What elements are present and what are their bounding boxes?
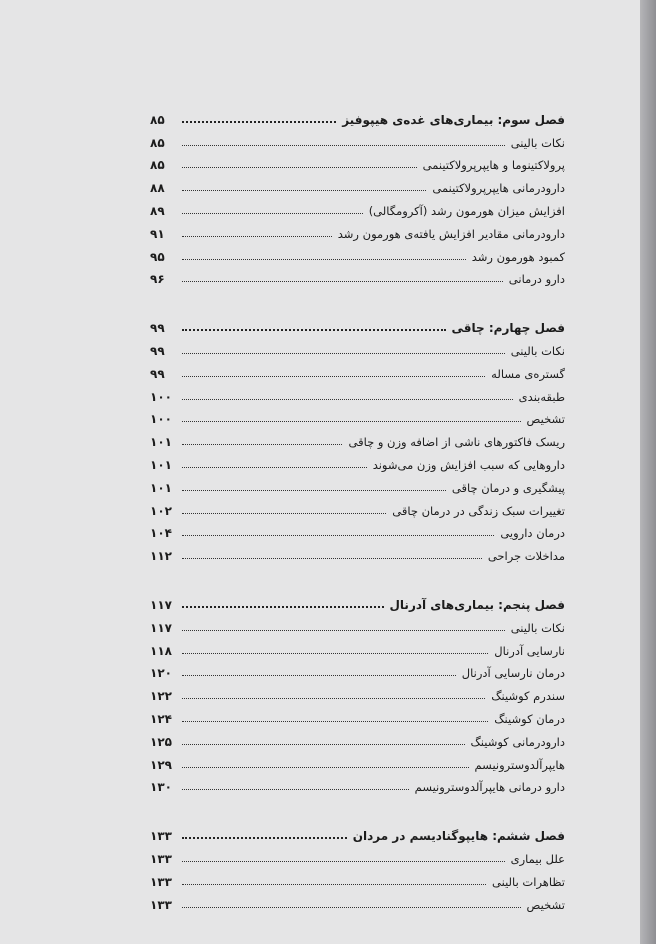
dot-leader	[182, 907, 521, 908]
toc-entry-row	[150, 172, 565, 195]
page-number: ۱۰۰	[150, 389, 172, 404]
toc-entry-row	[150, 866, 565, 889]
toc-entry-row	[150, 358, 565, 381]
toc-entry-row	[150, 889, 565, 912]
page-number: ۸۸	[150, 181, 165, 196]
entry-title: دارو درمانی هایپرآلدوسترونیسم	[414, 780, 565, 795]
toc-entry-row	[150, 703, 565, 726]
entry-title: دارودرمانی هایپرپرولاکتینمی	[432, 181, 565, 196]
dot-leader	[182, 861, 505, 862]
page-number: ۸۹	[150, 203, 165, 218]
dot-leader	[182, 606, 384, 608]
dot-leader	[182, 121, 336, 123]
toc-entry-row	[150, 264, 565, 287]
entry-title: نارسایی آدرنال	[494, 643, 565, 658]
entry-title: کمبود هورمون رشد	[471, 249, 565, 264]
dot-leader	[182, 190, 426, 191]
toc-entry-row	[150, 150, 565, 173]
page-number: ۸۵	[150, 135, 165, 150]
page-number: ۱۱۲	[150, 549, 172, 564]
page-number: ۱۰۱	[150, 457, 172, 472]
dot-leader	[182, 767, 469, 768]
page-number: ۸۵	[150, 158, 165, 173]
entry-title: نکات بالینی	[510, 343, 565, 358]
page-number: ۹۹	[150, 343, 165, 358]
dot-leader	[182, 145, 505, 146]
entry-title: گستره‌ی مساله	[491, 366, 565, 381]
chapter-heading-row	[150, 104, 565, 127]
entry-title: تشخیص	[526, 412, 565, 427]
page-number: ۱۲۰	[150, 666, 172, 681]
chapter-title: فصل چهارم: چاقی	[451, 321, 565, 336]
dot-leader	[182, 535, 494, 536]
entry-title: دارودرمانی کوشینگ	[470, 734, 565, 749]
toc-entry-row	[150, 749, 565, 772]
entry-title: تظاهرات بالینی	[492, 874, 565, 889]
dot-leader	[182, 213, 363, 214]
dot-leader	[182, 399, 513, 400]
dot-leader	[182, 236, 332, 237]
toc-entry-row	[150, 404, 565, 427]
toc-chapter-section	[150, 589, 565, 794]
dot-leader	[182, 653, 488, 654]
dot-leader	[182, 675, 456, 676]
entry-title: دارو درمانی	[508, 272, 565, 287]
toc-entry-row	[150, 518, 565, 541]
dot-leader	[182, 744, 465, 745]
page-number: ۱۱۷	[150, 620, 172, 635]
dot-leader	[182, 421, 521, 422]
toc-entry-row	[150, 127, 565, 150]
dot-leader	[182, 698, 485, 699]
toc-entry-row	[150, 495, 565, 518]
dot-leader	[182, 467, 367, 468]
page-number: ۱۲۴	[150, 711, 172, 726]
dot-leader	[182, 884, 486, 885]
entry-title: درمان نارسایی آدرنال	[461, 666, 565, 681]
entry-title: افزایش میزان هورمون رشد (آکرومگالی)	[368, 203, 565, 218]
toc-entry-row	[150, 658, 565, 681]
page-number: ۱۱۷	[150, 597, 172, 612]
toc-chapter-section	[150, 104, 565, 286]
page-number: ۱۰۱	[150, 435, 172, 450]
page-number: ۹۹	[150, 321, 165, 336]
dot-leader	[182, 444, 342, 445]
toc-entry-row	[150, 635, 565, 658]
page-number: ۱۱۸	[150, 643, 172, 658]
entry-title: ریسک فاکتورهای ناشی از اضافه وزن و چاقی	[348, 435, 565, 450]
entry-title: درمان دارویی	[500, 526, 565, 541]
page-number: ۱۳۳	[150, 897, 172, 912]
page-number: ۱۰۰	[150, 412, 172, 427]
toc-entry-row	[150, 472, 565, 495]
toc-entry-row	[150, 335, 565, 358]
dot-leader	[182, 259, 466, 260]
toc-entry-row	[150, 449, 565, 472]
dot-leader	[182, 376, 485, 377]
page-number: ۹۹	[150, 366, 165, 381]
chapter-heading-row	[150, 589, 565, 612]
dot-leader	[182, 721, 488, 722]
entry-title: درمان کوشینگ	[494, 711, 565, 726]
page-number: ۱۳۰	[150, 780, 172, 795]
entry-title: تغییرات سبک زندگی در درمان چاقی	[392, 503, 565, 518]
dot-leader	[182, 789, 409, 790]
entry-title: پیشگیری و درمان چاقی	[451, 480, 565, 495]
chapter-title: فصل پنجم: بیماری‌های آدرنال	[389, 597, 565, 612]
toc-entry-row	[150, 426, 565, 449]
chapter-title: فصل ششم: هایپوگنادیسم در مردان	[352, 829, 565, 844]
page-number: ۱۰۴	[150, 526, 172, 541]
chapter-heading-row	[150, 820, 565, 843]
entry-title: مداخلات جراحی	[487, 549, 565, 564]
page-number: ۹۶	[150, 272, 165, 287]
toc-chapter-section	[150, 820, 565, 911]
toc-chapter-section	[150, 312, 565, 563]
entry-title: سندرم کوشینگ	[491, 689, 565, 704]
page-number: ۱۲۲	[150, 689, 172, 704]
dot-leader	[182, 281, 503, 282]
dot-leader	[182, 837, 347, 839]
entry-title: نکات بالینی	[510, 620, 565, 635]
toc-entry-row	[150, 381, 565, 404]
entry-title: پرولاکتینوما و هایپرپرولاکتینمی	[422, 158, 565, 173]
chapter-title: فصل سوم: بیماری‌های غده‌ی هیپوفیز	[342, 112, 565, 127]
toc-entry-row	[150, 772, 565, 795]
toc-entry-row	[150, 680, 565, 703]
page-number: ۹۵	[150, 249, 165, 264]
page-number: ۹۱	[150, 226, 165, 241]
entry-title: تشخیص	[526, 897, 565, 912]
dot-leader	[182, 329, 446, 331]
toc-entry-row	[150, 612, 565, 635]
chapter-heading-row	[150, 312, 565, 335]
page-number: ۱۰۲	[150, 503, 172, 518]
entry-title: هایپرآلدوسترونیسم	[474, 757, 565, 772]
dot-leader	[182, 353, 505, 354]
dot-leader	[182, 490, 446, 491]
entry-title: علل بیماری	[510, 851, 565, 866]
dot-leader	[182, 513, 386, 514]
dot-leader	[182, 167, 417, 168]
page-edge-shadow	[640, 0, 656, 944]
page-number: ۱۳۳	[150, 829, 172, 844]
dot-leader	[182, 558, 482, 559]
toc-entry-row	[150, 843, 565, 866]
entry-title: طبقه‌بندی	[518, 389, 565, 404]
entry-title: نکات بالینی	[510, 135, 565, 150]
page-number: ۱۲۵	[150, 734, 172, 749]
toc-entry-row	[150, 726, 565, 749]
table-of-contents	[150, 104, 565, 938]
entry-title: داروهایی که سبب افزایش وزن می‌شوند	[372, 457, 565, 472]
page-number: ۱۳۳	[150, 851, 172, 866]
page-number: ۸۵	[150, 112, 165, 127]
toc-entry-row	[150, 540, 565, 563]
page-number: ۱۰۱	[150, 480, 172, 495]
entry-title: دارودرمانی مقادیر افزایش یافته‌ی هورمون رشد	[337, 226, 565, 241]
toc-entry-row	[150, 241, 565, 264]
page-number: ۱۳۳	[150, 874, 172, 889]
toc-entry-row	[150, 218, 565, 241]
dot-leader	[182, 630, 505, 631]
toc-entry-row	[150, 195, 565, 218]
page-number: ۱۲۹	[150, 757, 172, 772]
